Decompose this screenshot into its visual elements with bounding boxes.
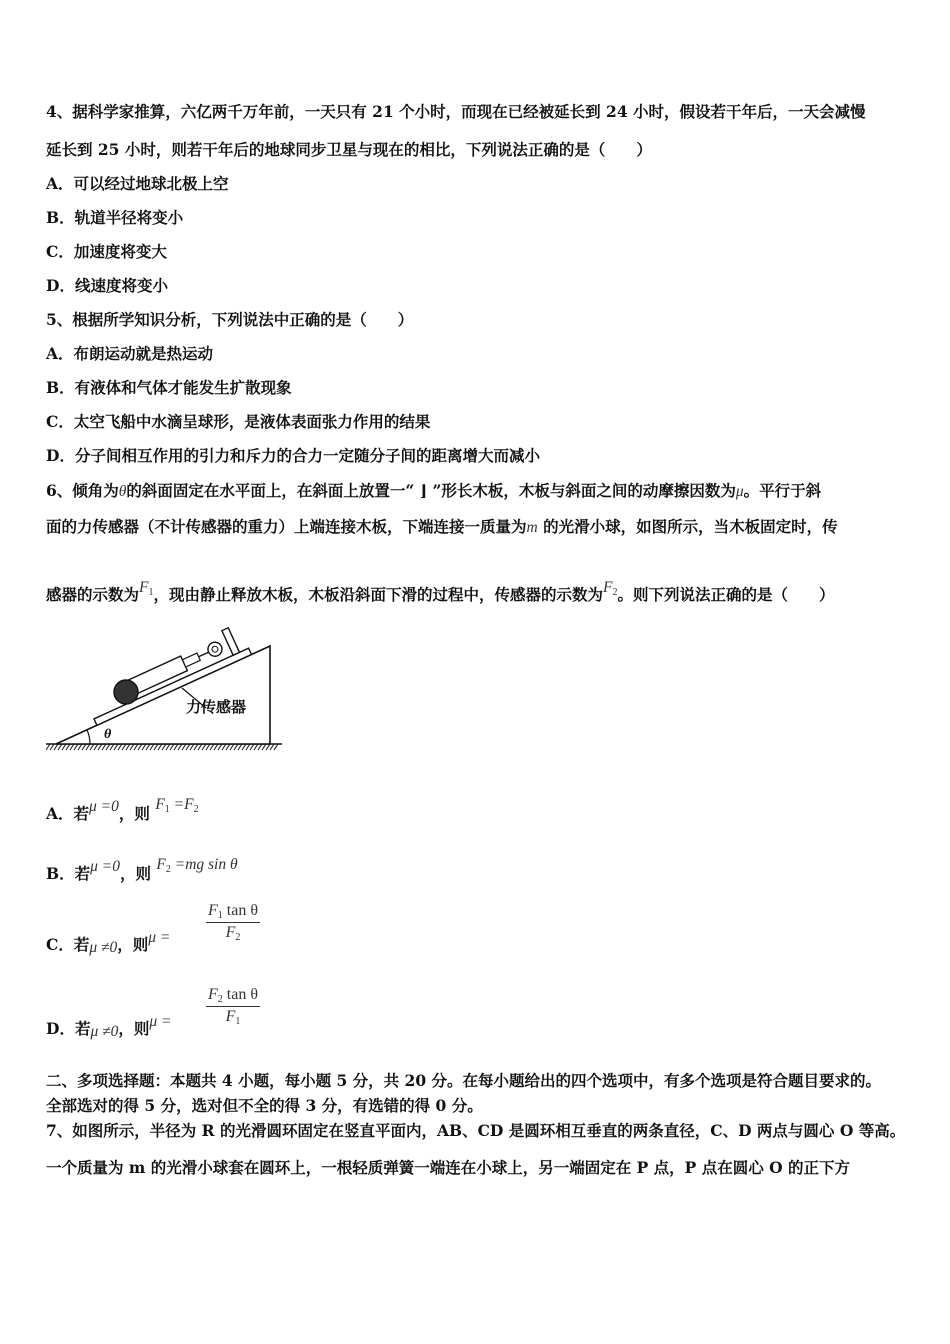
ground-hatch	[62, 744, 66, 750]
ground-hatch	[90, 744, 94, 750]
q5-stem: 5、根据所学知识分析，下列说法中正确的是（ ）	[46, 310, 414, 329]
ground-hatch	[194, 744, 198, 750]
q5-option-b: B．有液体和气体才能发生扩散现象	[46, 378, 292, 397]
ground-hatch	[250, 744, 254, 750]
q6-option-a: A．若μ =0，则 $F_1 =F_2$	[46, 796, 199, 823]
ground-hatch	[94, 744, 98, 750]
ground-hatch	[186, 744, 190, 750]
ground-hatch	[86, 744, 90, 750]
ground-hatch	[266, 744, 270, 750]
ground-hatch	[162, 744, 166, 750]
ground-hatch	[222, 744, 226, 750]
ground-hatch	[46, 744, 50, 750]
ground-hatch	[142, 744, 146, 750]
ground-hatch	[202, 744, 206, 750]
ground-hatch	[138, 744, 142, 750]
q6-option-d: D．若μ ≠0，则μ =	[46, 1013, 172, 1040]
q4-stem-line2: 延长到 25 小时，则若干年后的地球同步卫星与现在的相比，下列说法正确的是（ ）	[46, 140, 652, 159]
ground-hatch	[150, 744, 154, 750]
ground-hatch	[246, 744, 250, 750]
ground-hatch	[234, 744, 238, 750]
ground-hatch	[146, 744, 150, 750]
ground-hatch	[106, 744, 110, 750]
section2-line2: 全部选对的得 5 分，选对但不全的得 3 分，有选错的得 0 分。	[46, 1096, 483, 1115]
q4-option-a: A．可以经过地球北极上空	[46, 174, 229, 193]
q7-line1: 7、如图所示，半径为 R 的光滑圆环固定在竖直平面内，AB、CD 是圆环相互垂直的两条直径，C、D 两点与圆心 O 等高。	[46, 1121, 906, 1140]
q5-option-d: D．分子间相互作用的引力和斥力的合力一定随分子间的距离增大而减小	[46, 446, 540, 465]
ground-hatch	[78, 744, 82, 750]
sensor-label: 力传感器	[186, 698, 247, 716]
q6-option-d-fraction: $\frac{F_2 \tan \theta}{F_1}$	[208, 986, 258, 1027]
q4-option-c: C．加速度将变大	[46, 242, 167, 261]
ground-hatch	[214, 744, 218, 750]
ground-hatch	[210, 744, 214, 750]
ground-hatch	[190, 744, 194, 750]
ground-hatch	[218, 744, 222, 750]
ground-hatch	[102, 744, 106, 750]
q4-option-d: D．线速度将变小	[46, 276, 168, 295]
theta-symbol: θ	[118, 483, 127, 500]
f1-symbol: $F_1$	[139, 579, 154, 598]
ground-hatch	[174, 744, 178, 750]
angle-label: θ	[104, 727, 112, 742]
ground-hatch	[98, 744, 102, 750]
ground-hatch	[114, 744, 118, 750]
q6-stem-line1: 6、倾角为θ的斜面固定在水平面上，在斜面上放置一“ ⌋ ”形长木板，木板与斜面之间的动摩擦因数为μ。平行于斜	[46, 481, 822, 500]
ground-hatch	[74, 744, 78, 750]
ground-hatch	[242, 744, 246, 750]
q4-stem-line1: 4、据科学家推算，六亿两千万年前，一天只有 21 个小时，而现在已经被延长到 24 小时，假设若干年后，一天会减慢	[46, 102, 866, 121]
ground-hatch	[238, 744, 242, 750]
q6-option-c: C．若μ ≠0，则μ =	[46, 929, 171, 956]
ground-hatch	[134, 744, 138, 750]
q6-stem-line2: 面的力传感器（不计传感器的重力）上端连接木板，下端连接一质量为m 的光滑小球，如图所示，当木板固定时，传	[46, 517, 838, 536]
ground-hatch	[230, 744, 234, 750]
section2-line1: 二、多项选择题：本题共 4 小题，每小题 5 分，共 20 分。在每小题给出的四个选项中，有多个选项是符合题目要求的。	[46, 1071, 882, 1090]
q6-stem-line3: 感器的示数为$F_1$，现由静止释放木板，木板沿斜面下滑的过程中，传感器的示数为$F_2$。则下列说法正确的是（ ）	[46, 579, 835, 604]
ground-hatch	[130, 744, 134, 750]
q5-option-c: C．太空飞船中水滴呈球形，是液体表面张力作用的结果	[46, 412, 431, 431]
ground-hatch	[118, 744, 122, 750]
ground-hatch	[122, 744, 126, 750]
ground-hatch	[206, 744, 210, 750]
ground-hatch	[170, 744, 174, 750]
incline-figure	[46, 626, 286, 758]
ground-hatch	[254, 744, 258, 750]
f2-symbol: $F_2$	[603, 579, 618, 598]
ground-hatch	[54, 744, 58, 750]
ground-hatch	[262, 744, 266, 750]
q4-option-b: B．轨道半径将变小	[46, 208, 184, 227]
ground-hatch	[110, 744, 114, 750]
ground-hatch	[258, 744, 262, 750]
mu-symbol: μ	[735, 483, 744, 500]
q5-option-a: A．布朗运动就是热运动	[46, 344, 214, 363]
ground-hatch	[82, 744, 86, 750]
ground-hatch	[154, 744, 158, 750]
ground-hatch	[270, 744, 274, 750]
ground-hatch	[166, 744, 170, 750]
q6-option-c-fraction: $\frac{F_1 \tan \theta}{F_2}$	[208, 902, 258, 943]
mass-symbol: m	[526, 519, 538, 536]
ground-hatch	[226, 744, 230, 750]
ground-hatch	[50, 744, 54, 750]
ground-hatch	[274, 744, 278, 750]
ground-hatch	[182, 744, 186, 750]
ground-hatch	[58, 744, 62, 750]
ground-hatch	[198, 744, 202, 750]
q6-option-b: B．若μ =0，则 $F_2 =mg$ sin θ	[46, 856, 238, 883]
ground-hatch	[66, 744, 70, 750]
q7-line2: 一个质量为 m 的光滑小球套在圆环上，一根轻质弹簧一端连在小球上，另一端固定在 P 点，P 点在圆心 O 的正下方	[46, 1158, 850, 1177]
ground-hatch	[126, 744, 130, 750]
ground-hatch	[70, 744, 74, 750]
ground-hatch	[158, 744, 162, 750]
ground-hatch	[178, 744, 182, 750]
